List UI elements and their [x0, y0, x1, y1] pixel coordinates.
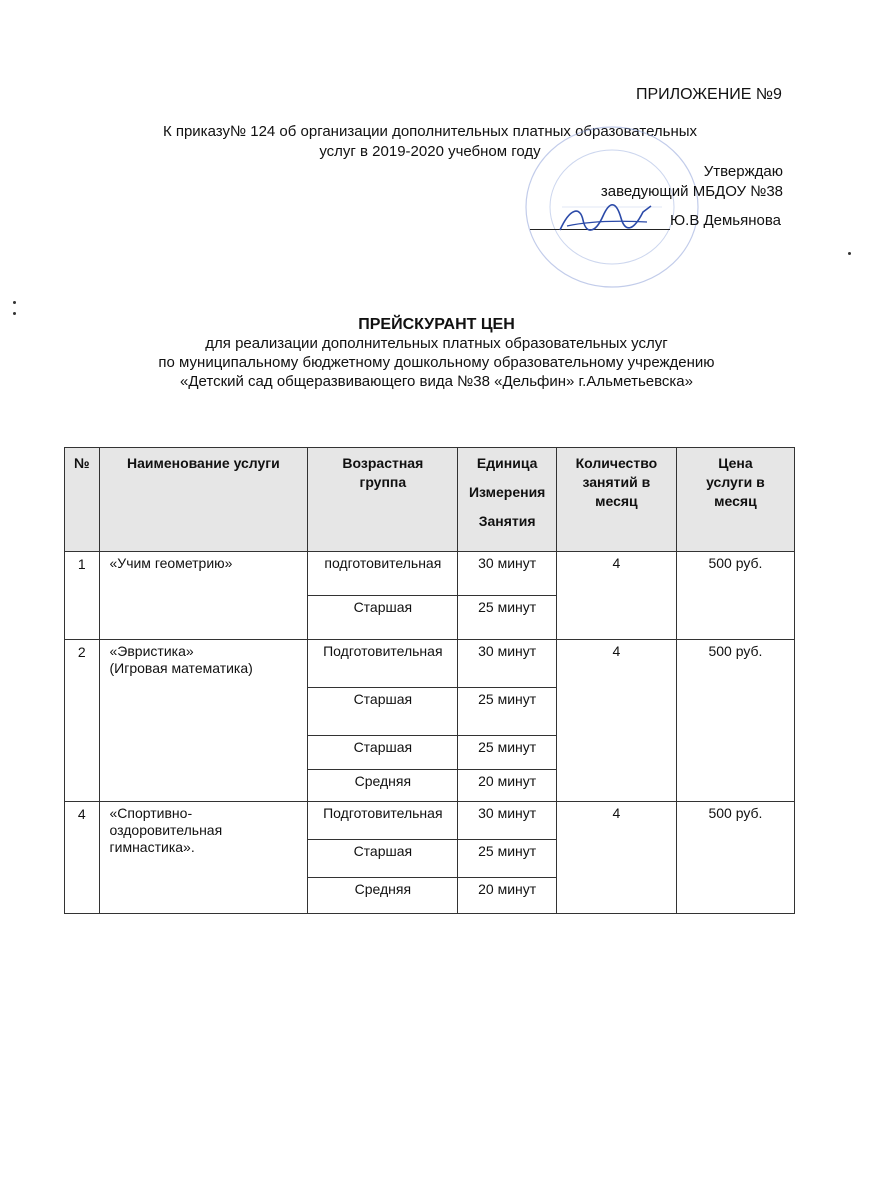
title-line-1: для реализации дополнительных платных образовательных услуг [205, 335, 668, 352]
lesson-duration: 25 минут [458, 688, 556, 736]
order-line-1: К приказу№ 124 об организации дополнительных платных образовательных [162, 123, 698, 140]
lesson-duration: 30 минут [458, 640, 556, 688]
lesson-duration: 25 минут [458, 596, 556, 640]
service-number: 1 [65, 552, 100, 640]
age-group: Подготовительная [308, 640, 458, 688]
col-header-price [676, 448, 794, 552]
approve-label: Утверждаю [703, 163, 783, 180]
age-group: Старшая [308, 596, 458, 640]
age-group: Средняя [308, 878, 458, 914]
service-name-line: «Учим геометрию» [109, 555, 233, 571]
handwritten-signature [555, 198, 655, 240]
scan-speck [848, 252, 851, 255]
service-price: 500 руб. [676, 552, 794, 640]
service-name [99, 552, 308, 640]
col-header-age [308, 448, 458, 552]
age-group: подготовительная [308, 552, 458, 596]
col-header-num: № [65, 448, 100, 552]
service-name-line: «Спортивно- [109, 805, 193, 821]
age-group: Подготовительная [308, 802, 458, 840]
service-price: 500 руб. [676, 640, 794, 802]
col-header-count-line: занятий в [582, 474, 651, 490]
approver-name: Ю.В Демьянова [670, 212, 782, 229]
age-group: Старшая [308, 736, 458, 770]
document-title [0, 315, 873, 391]
col-header-name: Наименование услуги [99, 448, 308, 552]
lesson-duration: 30 минут [458, 552, 556, 596]
lessons-per-month: 4 [556, 802, 676, 914]
lesson-duration: 30 минут [458, 802, 556, 840]
col-header-unit [458, 448, 556, 552]
appendix-label: ПРИЛОЖЕНИЕ №9 [636, 86, 782, 103]
table-row [65, 640, 795, 688]
age-group: Старшая [308, 688, 458, 736]
lessons-per-month: 4 [556, 552, 676, 640]
lesson-duration: 20 минут [458, 878, 556, 914]
lessons-per-month: 4 [556, 640, 676, 802]
table-row [65, 552, 795, 596]
table-row [65, 802, 795, 840]
service-price: 500 руб. [676, 802, 794, 914]
service-name-line: (Игровая математика) [109, 660, 253, 676]
service-name-line: гимнастика». [109, 839, 195, 855]
age-group: Средняя [308, 770, 458, 802]
table-header-row [65, 448, 795, 552]
col-header-price-line: месяц [714, 493, 757, 509]
title-line-2: по муниципальному бюджетному дошкольному образовательному учреждению [158, 354, 715, 371]
age-group: Старшая [308, 840, 458, 878]
service-number: 4 [65, 802, 100, 914]
order-line-2: услуг в 2019-2020 учебном году [319, 143, 541, 160]
col-header-count-line: Количество [575, 455, 658, 471]
title-line-3: «Детский сад общеразвивающего вида №38 «Дельфин» г.Альметьевска» [180, 373, 693, 390]
lesson-duration: 25 минут [458, 736, 556, 770]
col-header-price-line: Цена [718, 455, 753, 471]
approver-position: заведующий МБДОУ №38 [600, 183, 783, 200]
scan-speck [13, 301, 16, 304]
col-header-unit-line: Измерения [468, 484, 546, 500]
service-name [99, 802, 308, 914]
col-header-price-line: услуги в [706, 474, 765, 490]
col-header-age-line: группа [359, 474, 407, 490]
col-header-age-line: Возрастная [342, 455, 424, 471]
title-heading: ПРЕЙСКУРАНТ ЦЕН [358, 316, 515, 333]
col-header-unit-line: Занятия [478, 513, 536, 529]
price-table [64, 447, 795, 914]
col-header-count-line: месяц [595, 493, 638, 509]
service-name-line: оздоровительная [109, 822, 223, 838]
approval-block [520, 162, 783, 202]
service-name [99, 640, 308, 802]
lesson-duration: 25 минут [458, 840, 556, 878]
service-name-line: «Эвристика» [109, 643, 194, 659]
service-number: 2 [65, 640, 100, 802]
col-header-unit-line: Единица [476, 455, 538, 471]
lesson-duration: 20 минут [458, 770, 556, 802]
col-header-count [556, 448, 676, 552]
